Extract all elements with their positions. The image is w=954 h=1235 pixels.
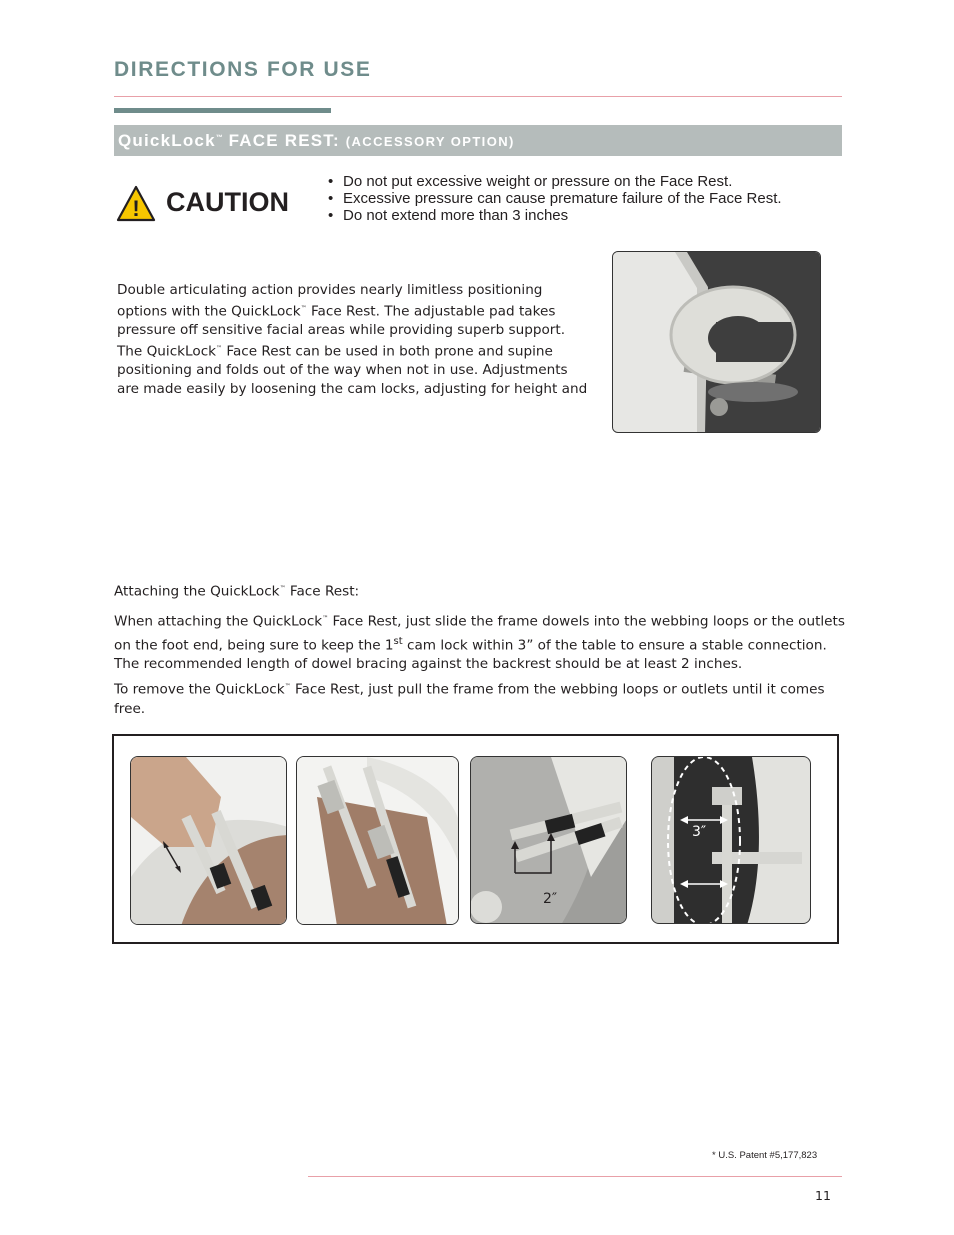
trademark-mark: ™: [300, 304, 307, 312]
header-accent-rule: [114, 108, 331, 113]
trademark-mark: ™: [284, 683, 291, 690]
attaching-heading-text-a: Attaching the QuickLock: [114, 583, 280, 600]
photo-dowel-bracing: [470, 756, 627, 924]
attaching-paragraph: [114, 609, 849, 674]
attaching-heading-text-b: Face Rest:: [285, 583, 360, 600]
removing-paragraph: [114, 677, 849, 719]
ordinal-suffix: st: [393, 635, 403, 647]
page-title: DIRECTIONS FOR USE: [114, 58, 372, 81]
caution-item: • Excessive pressure can cause premature failure of the Face Rest.: [328, 190, 782, 207]
photo-three-inch-gap: [651, 756, 811, 924]
removing-text-b: Face Rest, just pull the frame from the webbing loops or outlets until it comes free.: [114, 681, 825, 717]
caution-item: • Do not put excessive weight or pressure on the Face Rest.: [328, 173, 782, 190]
trademark-mark: ™: [216, 344, 223, 352]
warning-mark: !: [132, 196, 140, 221]
intro-text-a: Double articulating action provides nearly limitless positioning options with the QuickLock: [117, 282, 543, 320]
caution-list: [328, 173, 782, 224]
footer-rule: [308, 1176, 842, 1177]
intro-text-c: Face Rest can be used in both prone and supine positioning and folds out of the way when not in use. Adjustments are made easily by loosening the cam locks, adjusting for height and: [117, 343, 588, 398]
face-rest-photo: [612, 251, 821, 433]
caution-item: • Do not extend more than 3 inches: [328, 207, 782, 224]
trademark-mark: ™: [279, 585, 286, 592]
intro-paragraph: [117, 281, 592, 399]
intro-text-b: Face Rest. The adjustable pad takes pressure off sensitive facial areas while providing superb support. The QuickLock: [117, 303, 566, 360]
trademark-mark: ™: [322, 615, 329, 622]
patent-note: * U.S. Patent #5,177,823: [712, 1150, 818, 1161]
section-title: [118, 131, 515, 151]
removing-text-a: To remove the QuickLock: [114, 681, 285, 698]
warning-triangle-icon: [116, 185, 156, 222]
photo-sliding-dowels: [130, 756, 287, 925]
section-header-bar: [114, 125, 842, 156]
page-number: 11: [815, 1188, 831, 1203]
attachment-photo-strip: [112, 734, 839, 944]
attaching-text-b: Face Rest, just slide the frame dowels into the webbing loops or the outlets on the foot end, being sure to keep the 1: [114, 613, 845, 654]
section-name: QuickLock: [118, 131, 216, 150]
measurement-2-inch: 2″: [543, 891, 558, 907]
measurement-3-inch: 3″: [692, 824, 707, 840]
header-rule: [114, 96, 842, 97]
photo-cam-locks: [296, 756, 459, 925]
trademark-mark: ™: [215, 134, 223, 142]
attaching-text-a: When attaching the QuickLock: [114, 613, 323, 630]
section-subtitle: (ACCESSORY OPTION): [345, 134, 515, 149]
attaching-heading: [114, 579, 359, 602]
attaching-text-c: cam lock within 3” of the table to ensure a stable connection. The recommended length of dowel bracing against the backrest should be at least 2 inches.: [114, 637, 827, 673]
section-title-rest: FACE REST:: [228, 131, 340, 150]
caution-label: CAUTION: [166, 187, 289, 217]
